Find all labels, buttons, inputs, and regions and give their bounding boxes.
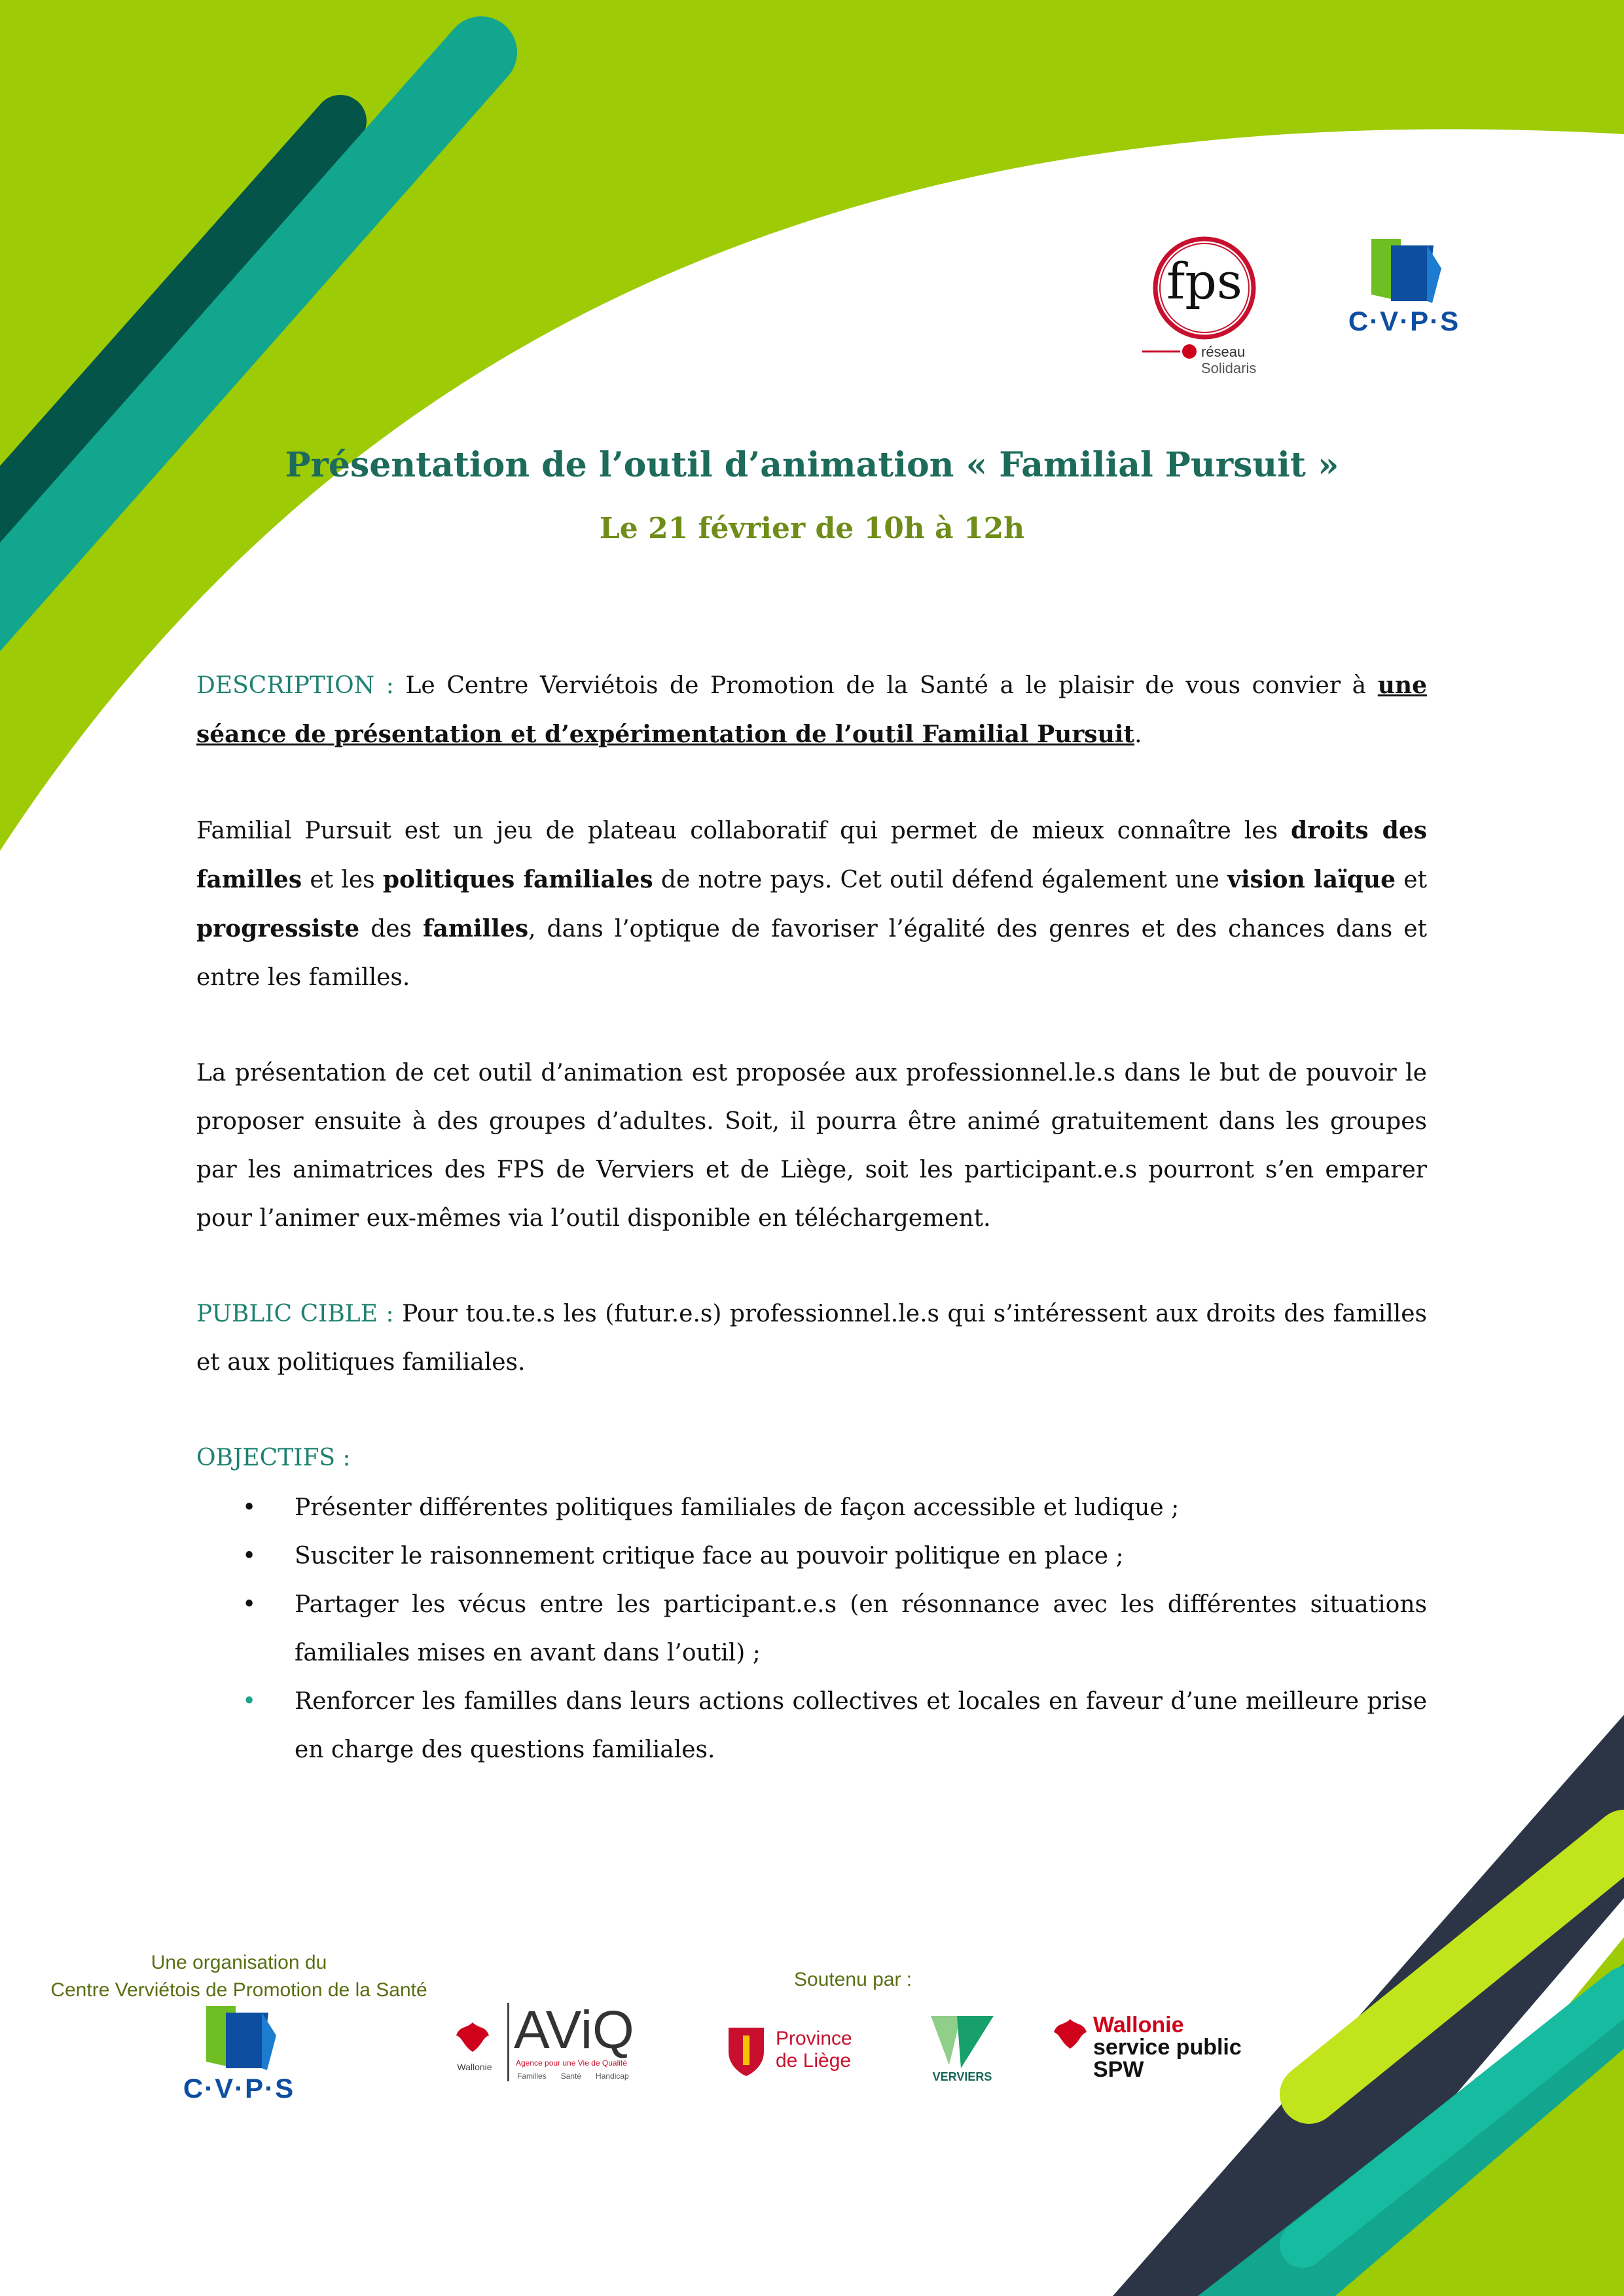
fps-solidaris: Solidaris	[1201, 360, 1257, 376]
bullet: •	[242, 1494, 257, 1521]
bold-segment: progressiste	[196, 915, 360, 942]
verviers-logo	[923, 2013, 1001, 2091]
aviq-item: Santé	[560, 2072, 582, 2081]
sponsor-label: Soutenu par :	[794, 1969, 912, 1990]
page-title: Présentation de l’outil d’animation « Familial Pursuit »	[285, 445, 1339, 485]
aviq-item: Handicap	[596, 2072, 629, 2081]
objectives-heading	[196, 1434, 1427, 1482]
wallonie-spw-logo	[1051, 2013, 1247, 2091]
province-line-2: de Liège	[776, 2050, 852, 2072]
main-content	[196, 661, 1427, 1774]
cvps-logo-bottom	[164, 2000, 314, 2108]
cvps-wordmark-top: C·V·P·S	[1348, 306, 1460, 336]
spw-line-1: Wallonie	[1093, 2013, 1184, 2037]
spw-line-2: service public	[1093, 2035, 1242, 2060]
text-segment: des	[359, 916, 424, 942]
public-label: PUBLIC CIBLE :	[196, 1300, 394, 1327]
objective-text: Renforcer les familles dans leurs actions collectives et locales en faveur d’une meilleure prise en charge des questions familiales.	[295, 1688, 1427, 1763]
cvps-logo-top	[1329, 232, 1479, 340]
bold-segment: politiques familiales	[382, 866, 653, 893]
text-segment: de notre pays. Cet outil défend également une	[653, 867, 1228, 893]
objective-text: Présenter différentes politiques familiales de façon accessible et ludique ;	[295, 1494, 1180, 1521]
description-label: DESCRIPTION :	[196, 672, 394, 699]
objective-text: Susciter le raisonnement critique face au pouvoir politique en place ;	[295, 1543, 1124, 1570]
list-item	[242, 1532, 1427, 1581]
list-item	[242, 1677, 1427, 1774]
public-text: Pour tou.te.s les (futur.e.s) professionnel.le.s qui s’intéressent aux droits des familles et aux politiques familiales.	[196, 1300, 1428, 1376]
text-segment: et	[1396, 867, 1428, 893]
description-end: .	[1134, 721, 1142, 748]
organisation-credit	[26, 1949, 452, 2004]
public-paragraph	[196, 1290, 1427, 1387]
bullet: •	[242, 1591, 257, 1618]
bold-segment: droits des familles	[196, 817, 1427, 893]
province-liege-logo	[723, 2022, 867, 2078]
fps-logo	[1136, 226, 1267, 380]
description-text: Le Centre Verviétois de Promotion de la Santé a le plaisir de vous convier à	[393, 672, 1378, 699]
org-line-2: Centre Verviétois de Promotion de la Santé	[50, 1979, 427, 2001]
fps-reseau: réseau	[1201, 344, 1246, 360]
province-line-1: Province	[776, 2028, 852, 2049]
aviq-tagline: Agence pour une Vie de Qualité	[516, 2058, 627, 2068]
aviq-items	[517, 2072, 629, 2081]
cvps-wordmark-bottom: C·V·P·S	[183, 2073, 295, 2104]
list-item	[242, 1484, 1427, 1532]
aviq-wallonie: Wallonie	[457, 2062, 492, 2072]
org-line-1: Une organisation du	[151, 1952, 327, 1973]
verviers-wordmark: VERVIERS	[932, 2070, 992, 2083]
aviq-wordmark: AViQ	[514, 2000, 634, 2060]
aviq-item: Familles	[517, 2072, 547, 2081]
objectives-list	[196, 1484, 1427, 1774]
spw-line-3: SPW	[1093, 2057, 1144, 2082]
page-subtitle: Le 21 février de 10h à 12h	[599, 512, 1025, 545]
bold-segment: vision laïque	[1227, 866, 1396, 893]
description-paragraph	[196, 661, 1427, 759]
presentation-paragraph: La présentation de cet outil d’animation est proposée aux professionnel.le.s dans le but de pouvoir le proposer ensuite à des groupes d’adultes. Soit, il pourra être animé gratuitement dans les groupes par les animatrices des FPS de Verviers et de Liège, soit les participant.e.s pourront s’en emparer pour l’animer eux-mêmes via l’outil disponible en téléchargement.	[196, 1060, 1427, 1232]
aviq-logo	[445, 2000, 668, 2088]
aviq-divider	[507, 2003, 509, 2081]
text-segment: et les	[302, 867, 383, 893]
objectives-label: OBJECTIFS :	[196, 1444, 351, 1471]
objective-text: Partager les vécus entre les participant.e.s (en résonnance avec les différentes situations familiales mises en avant dans l’outil) ;	[295, 1591, 1427, 1666]
text-segment: Familial Pursuit est un jeu de plateau collaboratif qui permet de mieux connaître les	[196, 817, 1291, 844]
list-item	[242, 1581, 1427, 1677]
description-emphasis: une séance de présentation et d’expérimentation de l’outil Familial Pursuit	[196, 672, 1427, 748]
bullet: •	[242, 1543, 257, 1570]
fps-wordmark: fps	[1166, 252, 1242, 310]
bullet: •	[242, 1688, 257, 1715]
game-paragraph	[196, 806, 1427, 1002]
bold-segment: familles	[423, 915, 529, 942]
text-segment: , dans l’optique de favoriser l’égalité des genres et des chances dans et entre les familles.	[196, 916, 1427, 991]
